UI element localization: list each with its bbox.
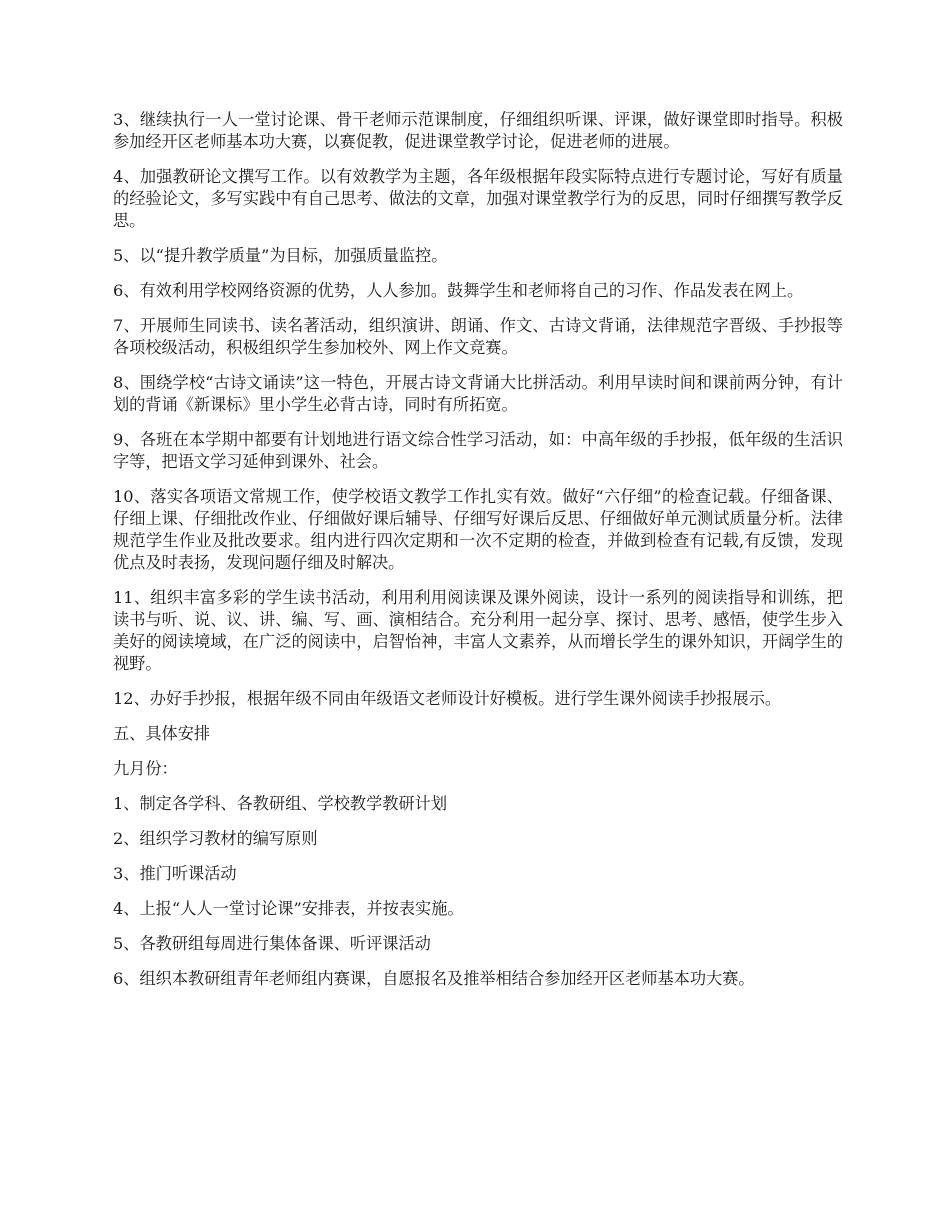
paragraph-item-7-reading-activities: 7、开展师生同读书、读名著活动，组织演讲、朗诵、作文、古诗文背诵，法律规范字晋级、手抄报等各项校级活动，积极组织学生参加校外、网上作文竞赛。 [113,316,843,357]
paragraph-item-8-ancient-poetry: 8、围绕学校“古诗文诵读”这一特色，开展古诗文背诵大比拼活动。利用早读时间和课前两分钟，有计划的背诵《新课标》里小学生必背古诗，同时有所拓宽。 [113,373,843,414]
month-heading-september: 九月份： [113,759,178,778]
paragraph-item-4-research-papers: 4、加强教研论文撰写工作。以有效教学为主题，各年级根据年段实际特点进行专题讨论，写好有质量的经验论文，多写实践中有自己思考、做法的文章，加强对课堂教学行为的反思，同时仔细撰写教学反思。 [113,167,843,230]
paragraph-item-11-reading-program: 11、组织丰富多彩的学生读书活动，利用利用阅读课及课外阅读，设计一系列的阅读指导和训练，把读书与听、说、议、讲、编、写、画、演相结合。充分利用一起分享、探讨、思考、感悟，使学生步入美好的阅读境域，在广泛的阅读中，启智怡神，丰富人文素养，从而增长学生的课外知识，开阔学生的视野。 [113,588,843,673]
schedule-item-4: 4、上报“人人一堂讨论课”安排表，并按表实施。 [113,899,464,918]
schedule-item-3: 3、推门听课活动 [113,864,237,883]
paragraph-item-10-routine-work: 10、落实各项语文常规工作，使学校语文教学工作扎实有效。做好“六仔细”的检查记载。仔细备课、仔细上课、仔细批改作业、仔细做好课后辅导、仔细写好课后反思、仔细做好单元测试质量分析。法律规范学生作业及批改要求。组内进行四次定期和一次不定期的检查，并做到检查有记载,有反馈，发现优点及时表扬，发现问题仔细及时解决。 [113,487,843,572]
paragraph-item-5-quality-monitoring: 5、以“提升教学质量”为目标，加强质量监控。 [113,246,448,265]
paragraph-item-12-handwritten-newspaper: 12、办好手抄报，根据年级不同由年级语文老师设计好模板。进行学生课外阅读手抄报展示。 [113,689,782,708]
paragraph-item-9-comprehensive-learning: 9、各班在本学期中都要有计划地进行语文综合性学习活动，如：中高年级的手抄报，低年级的生活识字等，把语文学习延伸到课外、社会。 [113,430,843,471]
schedule-item-6: 6、组织本教研组青年老师组内赛课，自愿报名及推举相结合参加经开区老师基本功大赛。 [113,969,755,988]
section-heading-schedule: 五、具体安排 [113,724,211,743]
schedule-item-5: 5、各教研组每周进行集体备课、听评课活动 [113,934,431,953]
paragraph-item-6-network-resources: 6、有效利用学校网络资源的优势，人人参加。鼓舞学生和老师将自己的习作、作品发表在网上。 [113,281,804,300]
schedule-item-1: 1、制定各学科、各教研组、学校教学教研计划 [113,794,448,813]
paragraph-item-3-lecture-system: 3、继续执行一人一堂讨论课、骨干老师示范课制度，仔细组织听课、评课，做好课堂即时指导。积极参加经开区老师基本功大赛，以赛促教，促进课堂教学讨论，促进老师的进展。 [113,110,843,151]
document-body [113,109,843,1003]
schedule-item-2: 2、组织学习教材的编写原则 [113,829,318,848]
